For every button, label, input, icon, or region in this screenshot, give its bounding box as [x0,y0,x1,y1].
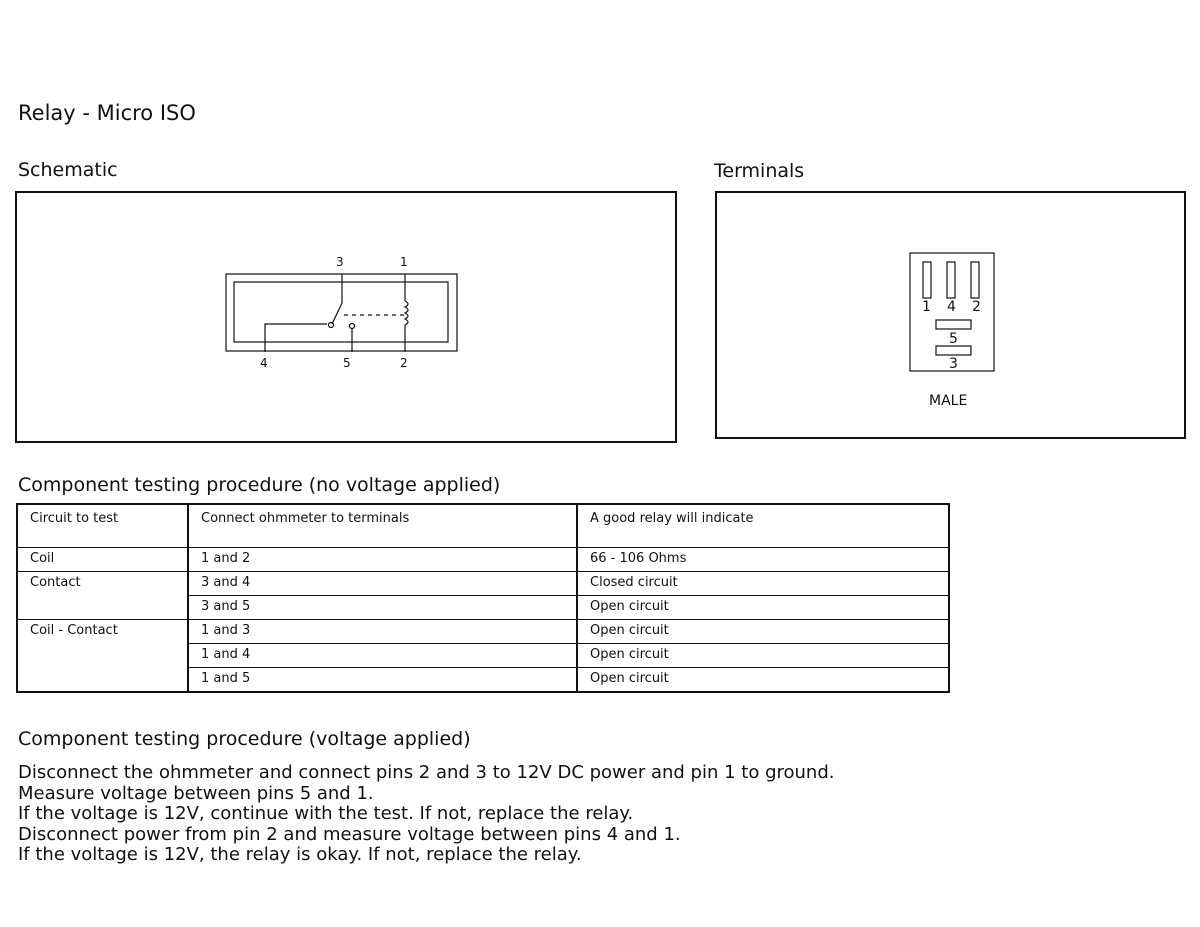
terminal-blade-3 [936,346,971,355]
pin4-wire [265,324,327,352]
procedure-line: If the voltage is 12V, the relay is okay. If not, replace the relay. [18,844,582,865]
no-voltage-title: Component testing procedure (no voltage applied) [18,474,501,496]
table-row [17,667,949,692]
terminal-label-3: 3 [949,356,958,372]
procedure-line: Disconnect power from pin 2 and measure voltage between pins 4 and 1. [18,823,681,845]
terminal-blade-1 [923,262,931,298]
switch-common-node [329,323,334,328]
relay-housing-inner [234,282,448,342]
cell-result: 66 - 106 Ohms [577,547,949,571]
cell-result: Closed circuit [577,571,949,595]
table-row [17,595,949,619]
cell-terminals: 1 and 4 [188,643,577,667]
cell-terminals: 3 and 4 [188,571,577,595]
terminal-blade-2 [971,262,979,298]
procedure-line: Measure voltage between pins 5 and 1. [18,782,374,804]
cell-circuit [17,595,188,619]
terminal-label-2: 2 [972,299,981,315]
cell-terminals: 1 and 3 [188,619,577,643]
table-row [17,571,949,595]
cell-circuit: Coil - Contact [17,619,188,643]
cell-terminals: 3 and 5 [188,595,577,619]
voltage-title: Component testing procedure (voltage applied) [18,728,471,750]
relay-schematic [17,193,675,441]
terminal-blade-5 [936,320,971,329]
procedure-line: If the voltage is 12V, continue with the test. If not, replace the relay. [18,803,634,824]
switch-nc-node [350,324,355,329]
schematic-label: Schematic [18,159,118,181]
cell-circuit [17,643,188,667]
terminal-blade-4 [947,262,955,298]
no-voltage-test-table [16,503,950,693]
coil-winding [405,301,408,325]
pin-label-4: 4 [260,356,268,370]
terminal-label-4: 4 [947,299,956,315]
cell-circuit: Contact [17,571,188,595]
pin-label-1: 1 [400,255,408,269]
cell-terminals: 1 and 5 [188,667,577,692]
header-result: A good relay will indicate [577,504,949,547]
terminal-layout [717,193,1184,437]
procedure-line: Disconnect the ohmmeter and connect pins 2 and 3 to 12V DC power and pin 1 to ground. [18,762,835,783]
voltage-procedure [18,763,834,866]
pin-label-5: 5 [343,356,351,370]
cell-circuit [17,667,188,692]
cell-result: Open circuit [577,643,949,667]
terminal-label-5: 5 [949,331,958,347]
schematic-box [15,191,677,443]
cell-terminals: 1 and 2 [188,547,577,571]
table-row [17,547,949,571]
cell-result: Open circuit [577,619,949,643]
pin-label-2: 2 [400,356,408,370]
switch-contact-arm [332,303,342,324]
cell-result: Open circuit [577,595,949,619]
table-header-row [17,504,949,547]
cell-result: Open circuit [577,667,949,692]
header-circuit: Circuit to test [17,504,188,547]
table-row [17,643,949,667]
header-terminals: Connect ohmmeter to terminals [188,504,577,547]
gender-label: MALE [929,393,968,409]
terminals-label: Terminals [714,160,805,182]
page-title: Relay - Micro ISO [18,101,196,125]
terminals-box [715,191,1186,439]
cell-circuit: Coil [17,547,188,571]
terminal-label-1: 1 [922,299,931,315]
table-row [17,619,949,643]
pin-label-3: 3 [336,255,344,269]
